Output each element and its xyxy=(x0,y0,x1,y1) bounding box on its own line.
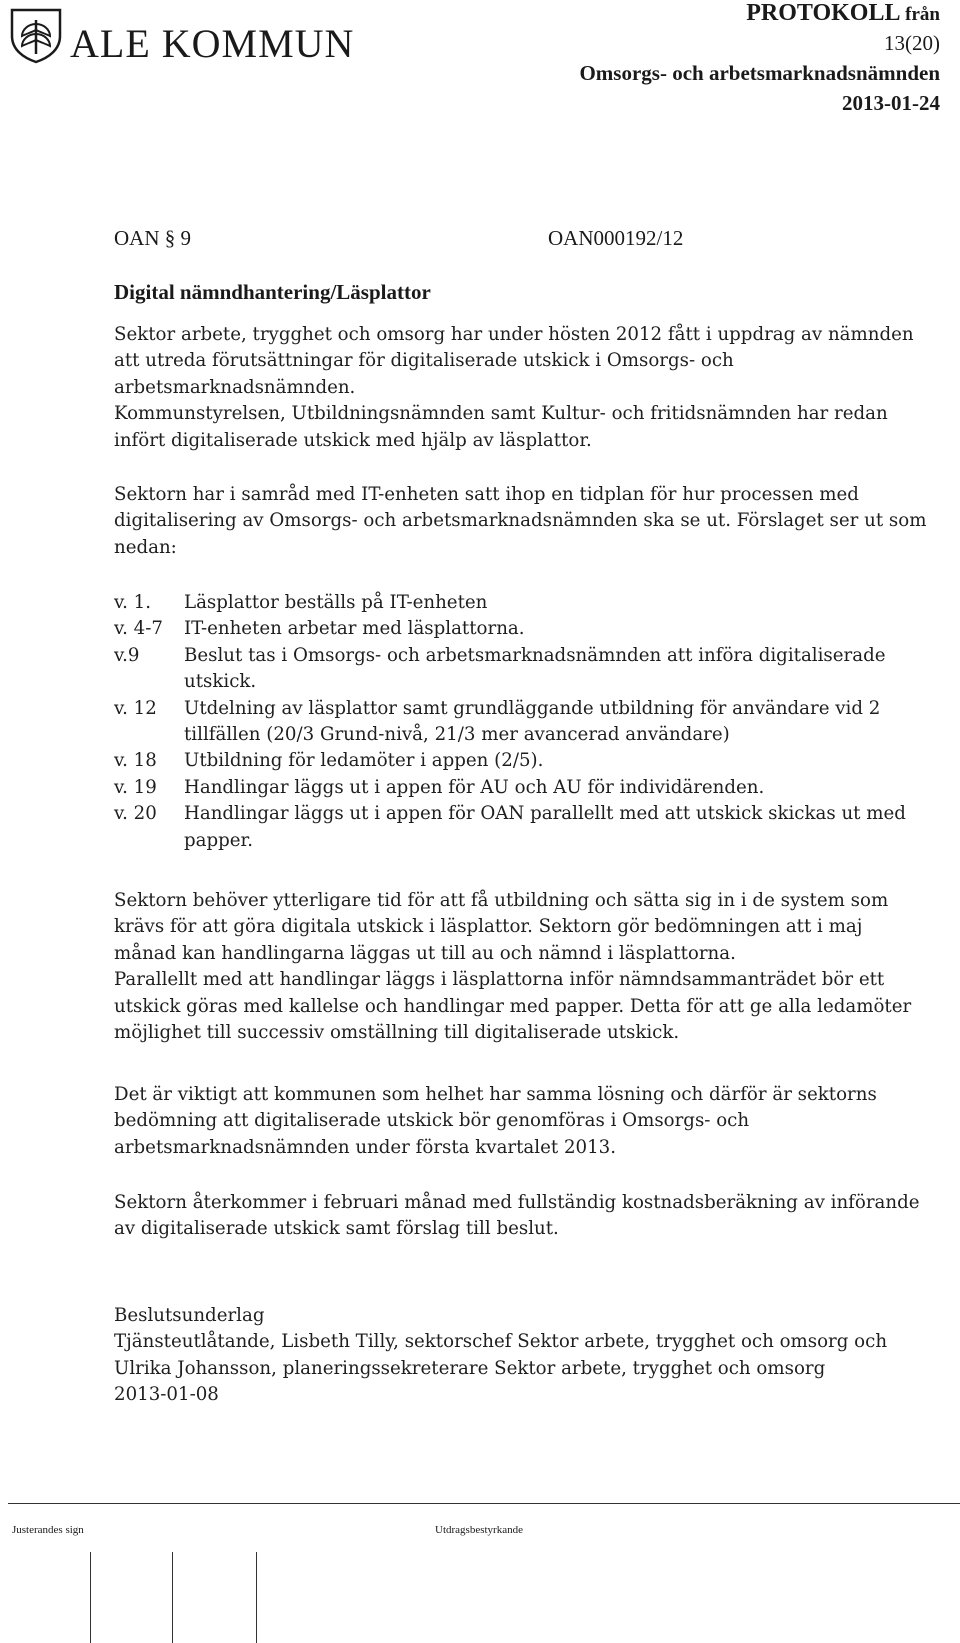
signature-box-divider xyxy=(90,1552,91,1643)
timeline-item xyxy=(114,696,934,749)
timeline-week: v. 20 xyxy=(114,803,157,825)
section-heading: Digital nämndhantering/Läsplattor xyxy=(114,280,431,304)
text-line: Parallellt med att handlingar läggs i läsplattorna inför nämndsammanträdet bör ett xyxy=(114,969,885,991)
protocol-title-text: PROTOKOLL xyxy=(746,0,900,26)
timeline-item xyxy=(114,775,934,801)
text-line: nedan: xyxy=(114,536,177,558)
protocol-from-text: från xyxy=(905,4,940,25)
importance-paragraph xyxy=(114,1082,934,1161)
certification-label: Utdragsbestyrkande xyxy=(435,1524,523,1536)
timeline-item xyxy=(114,616,934,642)
needs-paragraph xyxy=(114,888,934,1046)
meeting-date: 2013-01-24 xyxy=(842,91,940,115)
timeline-week: v. 12 xyxy=(114,697,157,719)
text-line: av digitaliserade utskick samt förslag till beslut. xyxy=(114,1218,559,1240)
basis-heading: Beslutsunderlag xyxy=(114,1305,265,1326)
page-number: 13(20) xyxy=(884,31,940,55)
text-line: bedömning att digitaliserade utskick bör genomföras i Omsorgs- och xyxy=(114,1110,750,1132)
timeline-text: utskick. xyxy=(184,671,257,693)
decision-basis xyxy=(114,1303,934,1409)
paragraph-number: OAN § 9 xyxy=(114,226,191,250)
signature-box-divider xyxy=(172,1552,173,1643)
timeline-week: v. 1. xyxy=(114,592,152,613)
protocol-header xyxy=(579,0,940,118)
text-line: 2013-01-08 xyxy=(114,1384,219,1406)
committee-name: Omsorgs- och arbetsmarknadsnämnden xyxy=(579,61,940,85)
timeline-text: IT-enheten arbetar med läsplattorna. xyxy=(184,618,525,640)
timeline-week: v.9 xyxy=(114,644,140,666)
signature-label: Justerandes sign xyxy=(12,1524,84,1536)
followup-paragraph xyxy=(114,1190,934,1243)
timeline-text: Handlingar läggs ut i appen för OAN parallellt med att utskick skickas ut med xyxy=(184,803,906,825)
text-line: Ulrika Johansson, planeringssekreterare Sektor arbete, trygghet och omsorg xyxy=(114,1357,826,1379)
timeline-item xyxy=(114,748,934,774)
text-line: arbetsmarknadsnämnden. xyxy=(114,376,356,398)
timeline-item xyxy=(114,801,934,854)
timeline-list xyxy=(114,590,934,854)
plan-intro-paragraph xyxy=(114,482,934,561)
municipality-logo xyxy=(8,6,388,66)
text-line: digitalisering av Omsorgs- och arbetsmarknadsnämnden ska se ut. Förslaget ser ut som xyxy=(114,510,927,532)
text-line: arbetsmarknadsnämnden under första kvartalet 2013. xyxy=(114,1136,617,1158)
footer-divider xyxy=(8,1503,960,1504)
text-line: utskick göras med kallelse och handlingar med papper. Detta för att ge alla ledamöter xyxy=(114,995,912,1017)
municipality-name: ALE KOMMUN xyxy=(70,21,355,66)
timeline-week: v. 4-7 xyxy=(114,618,163,640)
timeline-text: Handlingar läggs ut i appen för AU och AU för individärenden. xyxy=(184,776,765,798)
text-line: Tjänsteutlåtande, Lisbeth Tilly, sektorschef Sektor arbete, trygghet och omsorg och xyxy=(114,1331,888,1353)
timeline-text: papper. xyxy=(184,829,254,851)
protocol-title xyxy=(579,0,940,28)
text-line: Det är viktigt att kommunen som helhet har samma lösning och därför är sektorns xyxy=(114,1084,877,1105)
timeline-text: Läsplattor beställs på IT-enheten xyxy=(184,592,488,613)
timeline-text: Beslut tas i Omsorgs- och arbetsmarknadsnämnden att införa digitaliserade xyxy=(184,644,886,666)
timeline-week: v. 19 xyxy=(114,776,157,798)
signature-box-divider xyxy=(256,1552,257,1643)
text-line: möjlighet till successiv omställning till digitaliserade utskick. xyxy=(114,1022,680,1044)
text-line: månad kan handlingarna läggas ut till au och nämnd i läsplattorna. xyxy=(114,942,736,964)
text-line: att utreda förutsättningar för digitaliserade utskick i Omsorgs- och xyxy=(114,350,734,372)
timeline-item xyxy=(114,643,934,696)
timeline-text: Utbildning för ledamöter i appen (2/5). xyxy=(184,750,544,772)
intro-paragraph xyxy=(114,322,934,454)
text-line: Sektorn återkommer i februari månad med fullständig kostnadsberäkning av införande xyxy=(114,1192,920,1213)
coat-of-arms-icon xyxy=(8,6,64,64)
text-line: infört digitaliserade utskick med hjälp av läsplattor. xyxy=(114,429,592,451)
timeline-item xyxy=(114,590,934,616)
text-line: Kommunstyrelsen, Utbildningsnämnden samt Kultur- och fritidsnämnden har redan xyxy=(114,403,888,425)
case-number: OAN000192/12 xyxy=(548,226,684,250)
timeline-text: tillfällen (20/3 Grund-nivå, 21/3 mer avancerad användare) xyxy=(184,724,730,746)
text-line: Sektorn har i samråd med IT-enheten satt ihop en tidplan för hur processen med xyxy=(114,484,859,505)
text-line: Sektorn behöver ytterligare tid för att få utbildning och sätta sig in i de system som xyxy=(114,890,889,911)
text-line: Sektor arbete, trygghet och omsorg har under hösten 2012 fått i uppdrag av nämnden xyxy=(114,324,914,345)
text-line: krävs för att göra digitala utskick i läsplattor. Sektorn gör bedömningen att i maj xyxy=(114,916,863,938)
timeline-text: Utdelning av läsplattor samt grundläggande utbildning för användare vid 2 xyxy=(184,697,881,719)
timeline-week: v. 18 xyxy=(114,750,157,772)
